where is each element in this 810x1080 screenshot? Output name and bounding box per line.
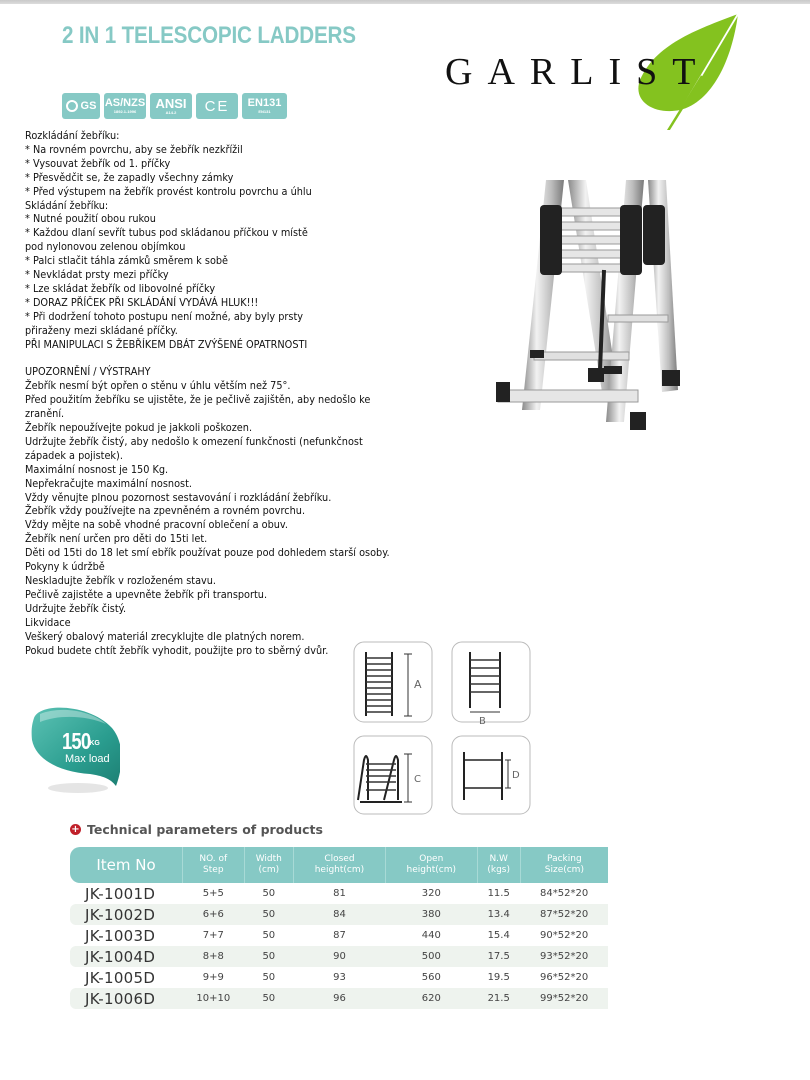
asnzs-cert-icon: AS/NZS 1892.1-1996 xyxy=(104,93,146,119)
instruction-line: Žebřík vždy používejte na zpevněném a rovném povrchu. xyxy=(25,505,306,518)
table-cell: 620 xyxy=(385,988,477,1009)
column-header: Packing Size(cm) xyxy=(544,854,584,875)
specs-table xyxy=(70,847,608,1009)
ladder-photo xyxy=(478,160,708,430)
table-cell: 99*52*20 xyxy=(520,988,608,1009)
table-cell: 50 xyxy=(262,972,276,983)
en131-cert-icon: EN131 EN131 xyxy=(242,93,287,119)
instruction-line: * Před výstupem na žebřík provést kontrolu povrchu a úhlu xyxy=(25,185,312,198)
specs-heading-text: Technical parameters of products xyxy=(87,822,323,837)
diagram-label-c: C xyxy=(414,774,421,785)
table-cell: 90 xyxy=(294,946,386,967)
instruction-line: * Na rovném povrchu, aby se žebřík nezkřížil xyxy=(25,143,243,156)
item-number-cell: JK-1005D xyxy=(85,968,156,987)
instruction-line: * DORAZ PŘÍČEK PŘI SKLÁDÁNÍ VYDÁVÁ HLUK!!! xyxy=(25,296,259,309)
plus-circle-icon: + xyxy=(71,824,80,835)
instruction-line: Pokyny k údržbě xyxy=(25,561,105,574)
instruction-line: západek a pojistek). xyxy=(25,449,123,462)
top-border xyxy=(0,0,810,4)
instruction-line: Žebřík není určen pro děti do 15ti let. xyxy=(25,533,208,546)
table-cell: 17.5 xyxy=(477,946,520,967)
table-row xyxy=(70,946,608,967)
table-cell: 50 xyxy=(262,930,276,941)
instruction-line: Maximální nosnost je 150 Kg. xyxy=(25,463,169,476)
column-header: Open height(cm) xyxy=(385,847,477,883)
table-cell: 50 xyxy=(262,888,276,899)
table-cell: 19.5 xyxy=(487,972,510,983)
diagram-c xyxy=(354,736,432,814)
ce-cert-icon: CE xyxy=(196,93,238,119)
table-cell: 7+7 xyxy=(202,930,224,941)
instruction-line: Žebřík nesmí být opřen o stěnu v úhlu větším než 75°. xyxy=(25,380,291,393)
max-load-value: $150^{KG}$ xyxy=(62,728,100,754)
diagram-a xyxy=(354,642,432,722)
table-cell: 560 xyxy=(421,972,441,983)
table-cell: 320 xyxy=(421,888,441,899)
table-cell: 10+10 xyxy=(183,988,245,1009)
certification-badges xyxy=(62,93,287,119)
table-cell: 380 xyxy=(385,904,477,925)
table-cell: 93*52*20 xyxy=(520,946,608,967)
logo-wordmark: GARLIST xyxy=(445,51,711,93)
column-header: Item No xyxy=(70,847,183,883)
instruction-line: Likvidace xyxy=(25,616,71,629)
instruction-line: Žebřík nepoužívejte pokud je jakkoli poškozen. xyxy=(25,422,253,435)
instruction-line: * Palci stlačit táhla zámků směrem k sobě xyxy=(25,255,229,268)
instruction-line: Udržujte žebřík čistý, aby nedošlo k omezení funkčnosti (nefunkčnost xyxy=(25,435,363,448)
instruction-line: * Každou dlaní sevřít tubus pod skládanou příčkou v místě xyxy=(25,227,308,240)
table-row xyxy=(70,967,608,988)
diagram-b xyxy=(452,642,530,727)
instruction-line: * Vysouvat žebřík od 1. příčky xyxy=(25,157,171,170)
gs-cert-icon: GS xyxy=(62,93,100,119)
instruction-line: Veškerý obalový materiál zrecyklujte dle platných norem. xyxy=(25,630,305,643)
instruction-line: * Při dodržení tohoto postupu není možné, aby byly prsty xyxy=(25,310,304,323)
table-cell: 9+9 xyxy=(202,972,224,983)
instruction-line: Pokud budete chtít žebřík vyhodit, použijte pro to sběrný dvůr. xyxy=(25,644,329,657)
instruction-line: zranění. xyxy=(25,408,65,421)
table-cell: 11.5 xyxy=(487,888,510,899)
diagram-label-a: A xyxy=(414,678,422,691)
ansi-cert-icon: ANSI A14.2 xyxy=(150,93,192,119)
table-cell: 8+8 xyxy=(183,946,245,967)
instruction-line: * Lze skládat žebřík od libovolné příčky xyxy=(25,282,216,295)
page-title: 2 IN 1 TELESCOPIC LADDERS xyxy=(62,22,356,49)
instruction-line: Vždy mějte na sobě vhodné pracovní oblečení a obuv. xyxy=(25,519,288,532)
instruction-line: Děti od 15ti do 18 let smí ebřík používat pouze pod dohledem starší osoby. xyxy=(25,547,390,560)
table-row xyxy=(70,904,608,925)
instruction-line: Neskladujte žebřík v rozloženém stavu. xyxy=(25,574,217,587)
table-cell: 96*52*20 xyxy=(540,972,589,983)
instruction-line: UPOZORNĚNÍ / VÝSTRAHY xyxy=(25,366,151,379)
table-cell: 5+5 xyxy=(202,888,224,899)
table-cell: 84 xyxy=(294,904,386,925)
table-cell: 87 xyxy=(333,930,346,941)
table-cell: 50 xyxy=(244,946,293,967)
garlist-logo xyxy=(440,10,740,130)
table-cell: 96 xyxy=(294,988,386,1009)
instruction-line: Rozkládání žebříku: xyxy=(25,130,120,142)
max-load-label: Max load xyxy=(65,753,110,765)
dimension-diagrams xyxy=(352,640,532,816)
instruction-line: Pečlivě zajistěte a upevněte žebřík při transportu. xyxy=(25,588,268,601)
instruction-line: Udržujte žebřík čistý. xyxy=(25,602,127,615)
instructions-text xyxy=(25,130,408,658)
table-cell: 87*52*20 xyxy=(520,904,608,925)
diagram-label-d: D xyxy=(512,770,520,781)
specs-heading xyxy=(70,822,323,837)
table-cell: 21.5 xyxy=(477,988,520,1009)
table-cell: 93 xyxy=(333,972,346,983)
table-cell: 6+6 xyxy=(183,904,245,925)
table-cell: 50 xyxy=(244,904,293,925)
item-number-cell: JK-1002D xyxy=(70,904,183,925)
instruction-line: * Nevkládat prsty mezi příčky xyxy=(25,269,169,282)
table-cell: 500 xyxy=(385,946,477,967)
item-number-cell: JK-1003D xyxy=(85,926,156,945)
instruction-line: přiraženy mezi skládané příčky. xyxy=(25,324,178,337)
table-cell: 440 xyxy=(421,930,441,941)
column-header: Width (cm) xyxy=(244,847,293,883)
item-number-cell: JK-1001D xyxy=(85,884,156,903)
instruction-line: Skládání žebříku: xyxy=(25,199,109,212)
instruction-line xyxy=(25,353,408,367)
instruction-line: Vždy věnujte plnou pozornost sestavování i rozkládání žebříku. xyxy=(25,491,332,504)
table-cell: 15.4 xyxy=(487,930,510,941)
diagram-label-b: B xyxy=(479,716,486,727)
item-number-cell: JK-1004D xyxy=(70,946,183,967)
instruction-line: PŘI MANIPULACI S ŽEBŘÍKEM DBÁT ZVÝŠENÉ OPATRNOSTI xyxy=(25,338,308,351)
column-header: NO. of Step xyxy=(183,847,245,883)
instruction-line: Nepřekračujte maximální nosnost. xyxy=(25,477,192,490)
instruction-line: * Přesvědčit se, že zapadly všechny zámky xyxy=(25,171,234,184)
table-row xyxy=(70,925,608,946)
table-row xyxy=(70,988,608,1009)
column-header: Closed height(cm) xyxy=(294,847,386,883)
column-header: N.W (kgs) xyxy=(477,847,520,883)
instruction-line: * Nutné použití obou rukou xyxy=(25,213,156,226)
table-row xyxy=(70,883,608,904)
table-cell: 50 xyxy=(244,988,293,1009)
table-cell: 90*52*20 xyxy=(540,930,589,941)
instruction-line: Před použitím žebříku se ujistěte, že je pečlivě zajištěn, aby nedošlo ke xyxy=(25,394,371,407)
table-cell: 84*52*20 xyxy=(540,888,589,899)
specs-header-row xyxy=(70,847,608,883)
instruction-line: pod nylonovou zelenou objímkou xyxy=(25,241,186,254)
item-number-cell: JK-1006D xyxy=(70,988,183,1009)
table-cell: 81 xyxy=(333,888,346,899)
diagram-d xyxy=(452,736,530,814)
table-cell: 13.4 xyxy=(477,904,520,925)
